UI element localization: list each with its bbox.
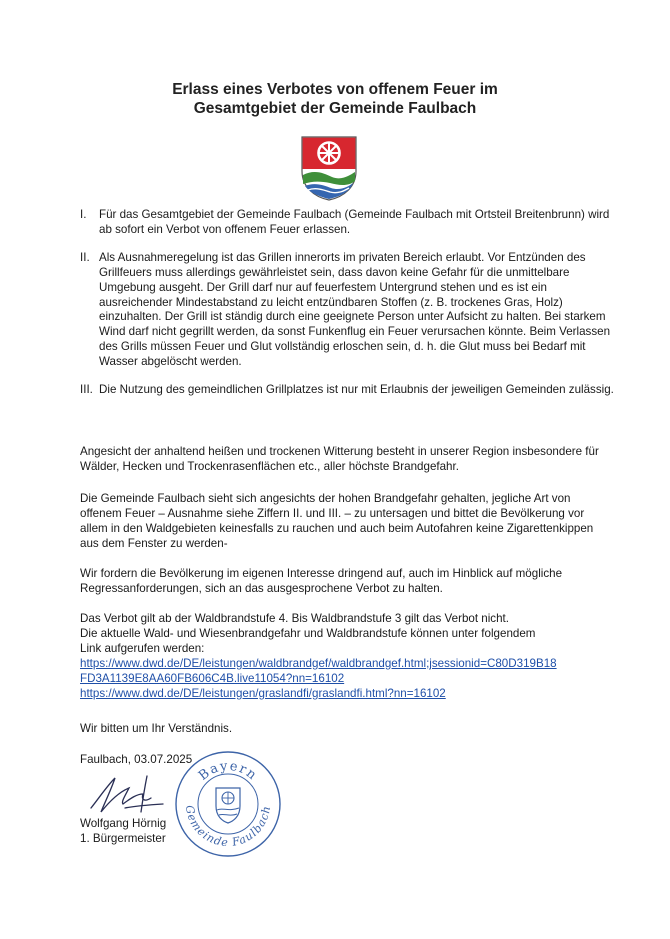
document-title [100, 80, 570, 118]
handwritten-signature-icon [85, 768, 180, 820]
paragraph-text: Wir bitten um Ihr Verständnis. [80, 722, 233, 735]
svg-text:Gemeinde Faulbach: Gemeinde Faulbach [182, 804, 274, 850]
signatory-name: Wolfgang Hörnig [80, 817, 167, 830]
list-item [80, 383, 620, 398]
paragraph-text: Angesicht der anhaltend heißen und trockenen Witterung besteht in unserer Region insbesondere für Wälder, Hecken und Trockenrasenflächen etc., aller höchste Brandgefahr. [80, 445, 599, 473]
place-date: Faulbach, 03.07.2025 [80, 753, 193, 766]
paragraph-appeal [80, 567, 600, 597]
dwd-grasland-link[interactable]: https://www.dwd.de/DE/leistungen/graslandfi/graslandfi.html?nn=16102 [80, 686, 446, 700]
paragraph-text: Wir fordern die Bevölkerung im eigenen Interesse dringend auf, auch im Hinblick auf mögliche Regressanforderungen, sich an das ausgesprochene Verbot zu halten. [80, 567, 563, 595]
title-line-1: Erlass eines Verbotes von offenem Feuer im [172, 81, 498, 98]
numbered-list [80, 208, 620, 411]
coat-of-arms-icon [300, 135, 358, 201]
item-text: Die Nutzung des gemeindlichen Grillplatzes ist nur mit Erlaubnis der jeweiligen Gemeinden zulässig. [99, 383, 614, 397]
item-number: III. [80, 383, 93, 397]
paragraph-validity [80, 612, 620, 701]
signatory [80, 816, 166, 846]
list-item [80, 251, 620, 370]
svg-text:Bayern: Bayern [195, 758, 261, 784]
title-line-2: Gesamtgebiet der Gemeinde Faulbach [193, 100, 477, 117]
signatory-role: 1. Bürgermeister [80, 832, 166, 845]
list-item [80, 208, 620, 238]
item-text: Als Ausnahmeregelung ist das Grillen innerorts im privaten Bereich erlaubt. Vor Entzünden des Grillfeuers muss allerdings gewährleistet sein, dass davon keine Gefahr für die unmittelbare Umgebung ausgeht. Der Grill darf nur auf feuerfestem Untergrund stehen und es ist ein ausreichender Mindestabstand zu leicht entzündbaren Stoffen (z. B. trockenes Gras, Holz) einzuhalten. Der Grill ist ständig durch eine geeignete Person unter Aufsicht zu halten. Bei starkem Wind darf nicht gegrillt werden, da sonst Funkenflug ein Feuer verursachen könnte. Beim Verlassen des Grills müssen Feuer und Glut vollständig erloschen sein, d. h. die Glut muss bei Bedarf mit Wasser abgelöscht werden. [99, 250, 611, 369]
paragraph-text: Die Gemeinde Faulbach sieht sich angesichts der hohen Brandgefahr gehalten, jegliche Art von offenem Feuer – Ausnahme siehe Ziffern II. und III. – zu untersagen und bittet die Bevölkerung vor allem in den Waldgebieten keinesfalls zu rauchen und auch beim Autofahren keine Zigarettenkippen aus dem Fenster zu werden- [80, 492, 594, 550]
dwd-waldbrand-link-continued[interactable]: FD3A1139E8AA60FB606C4B.live11054?nn=16102 [80, 671, 345, 685]
item-number: II. [80, 250, 90, 264]
paragraph-prohibition [80, 492, 600, 552]
item-text: Für das Gesamtgebiet der Gemeinde Faulbach (Gemeinde Faulbach mit Ortsteil Breitenbrunn) wird ab sofort ein Verbot von offenem Feuer erlassen. [99, 208, 610, 236]
paragraph-line: Link aufgerufen werden: [80, 641, 205, 655]
paragraph-thanks [80, 722, 600, 737]
dwd-waldbrand-link[interactable]: https://www.dwd.de/DE/leistungen/waldbrandgef/waldbrandgef.html;jsessionid=C80D319B18 [80, 656, 557, 670]
paragraph-line: Die aktuelle Wald- und Wiesenbrandgefahr und Waldbrandstufe können unter folgendem [80, 626, 536, 640]
paragraph-line: Das Verbot gilt ab der Waldbrandstufe 4. Bis Waldbrandstufe 3 gilt das Verbot nicht. [80, 612, 509, 625]
official-seal-icon [172, 748, 284, 860]
item-number: I. [80, 208, 87, 221]
paragraph-danger [80, 445, 600, 475]
